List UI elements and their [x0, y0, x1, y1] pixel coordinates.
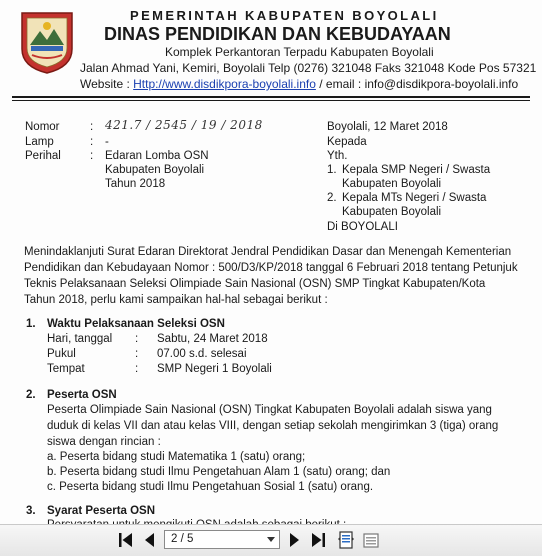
boyolali-coat-of-arms-logo	[18, 9, 76, 75]
page-select[interactable]	[164, 530, 280, 549]
section-2-number: 2.	[26, 389, 36, 401]
perihal-label: Perihal	[25, 150, 61, 162]
viewer-toolbar	[0, 524, 542, 556]
perihal-line: Edaran Lomba OSN	[105, 150, 209, 162]
next-page-icon[interactable]	[288, 531, 300, 549]
schedule-label: Hari, tanggal	[47, 333, 113, 345]
nomor-label: Nomor	[25, 121, 60, 133]
nomor-value: 421.7 / 2545 / 19 / 2018	[105, 118, 263, 132]
section-2-line: duduk di kelas VII dan atau kelas VIII, dengan setiap sekolah mengirimkan 3 (tiga) orang	[47, 420, 499, 432]
website-label: Website :	[80, 77, 134, 91]
perihal-line: Kabupaten Boyolali	[105, 164, 205, 176]
schedule-colon: :	[135, 333, 139, 345]
schedule-label: Tempat	[47, 363, 85, 375]
fit-width-icon[interactable]	[362, 530, 380, 550]
schedule-label: Pukul	[47, 348, 76, 360]
letter-date: Boyolali, 12 Maret 2018	[327, 121, 448, 133]
intro-line: Teknis Pelaksanaan Seleksi Olimpiade Sain Nasional (OSN) SMP Tingkat Kabupaten/Kota	[24, 278, 486, 290]
recipient-place: Di BOYOLALI	[327, 221, 398, 233]
participant-item: a. Peserta bidang studi Matematika 1 (satu) orang;	[47, 451, 306, 463]
page-select-value: 2 / 5	[171, 533, 194, 545]
intro-line: Menindaklanjuti Surat Edaran Direktorat Jendral Pendidikan Dasar dan Menengah Kementerian	[24, 246, 512, 258]
perihal-colon: :	[90, 150, 94, 162]
prev-page-icon[interactable]	[144, 531, 156, 549]
intro-line: Tahun 2018, perlu kami sampaikan hal-hal sebagai berikut :	[24, 294, 328, 306]
recipient-1-line-1: Kepala SMP Negeri / Swasta	[342, 164, 491, 176]
recipient-1-line-2: Kabupaten Boyolali	[342, 178, 442, 190]
schedule-value: Sabtu, 24 Maret 2018	[157, 333, 268, 345]
lamp-value: -	[105, 136, 109, 148]
yth-label: Yth.	[327, 150, 348, 162]
recipient-2-number: 2.	[327, 192, 337, 204]
letterhead-divider-thin	[12, 100, 530, 101]
contact-line	[80, 77, 518, 91]
section-2-line: Peserta Olimpiade Sain Nasional (OSN) Tingkat Kabupaten Boyolali adalah siswa yang	[47, 404, 492, 416]
schedule-value: SMP Negeri 1 Boyolali	[157, 363, 272, 375]
recipient-2-line-2: Kabupaten Boyolali	[342, 206, 442, 218]
website-link[interactable]: Http://www.disdikpora-boyolali.info	[133, 77, 316, 91]
section-1-title: Waktu Pelaksanaan Seleksi OSN	[47, 318, 225, 330]
section-2-title: Peserta OSN	[47, 389, 117, 401]
address-line-1: Komplek Perkantoran Terpadu Kabupaten Boyolali	[165, 45, 434, 59]
section-1-number: 1.	[26, 318, 36, 330]
schedule-value: 07.00 s.d. selesai	[157, 348, 247, 360]
section-3-title: Syarat Peserta OSN	[47, 505, 156, 517]
recipient-1-number: 1.	[327, 164, 337, 176]
chevron-down-icon	[267, 537, 275, 542]
email-text: / email : info@disdikpora-boyolali.info	[315, 77, 519, 91]
kepada-label: Kepada	[327, 136, 367, 148]
department-name: DINAS PENDIDIKAN DAN KEBUDAYAAN	[104, 24, 451, 44]
first-page-icon[interactable]	[118, 531, 134, 549]
lamp-colon: :	[90, 136, 94, 148]
participant-item: b. Peserta bidang studi Ilmu Pengetahuan Alam 1 (satu) orang; dan	[47, 466, 391, 478]
schedule-colon: :	[135, 348, 139, 360]
recipient-2-line-1: Kepala MTs Negeri / Swasta	[342, 192, 487, 204]
participant-item: c. Peserta bidang studi Ilmu Pengetahuan Sosial 1 (satu) orang.	[47, 481, 374, 493]
perihal-line: Tahun 2018	[105, 178, 166, 190]
nomor-colon: :	[90, 121, 94, 133]
schedule-colon: :	[135, 363, 139, 375]
government-name: PEMERINTAH KABUPATEN BOYOLALI	[130, 8, 439, 23]
last-page-icon[interactable]	[310, 531, 326, 549]
lamp-label: Lamp	[25, 136, 54, 148]
section-3-number: 3.	[26, 505, 36, 517]
fit-page-icon[interactable]	[337, 530, 355, 550]
address-line-2: Jalan Ahmad Yani, Kemiri, Boyolali Telp (0276) 321048 Faks 321048 Kode Pos 57321	[80, 61, 537, 75]
intro-line: Pendidikan dan Kebudayaan Nomor : 500/D3/KP/2018 tanggal 6 Februari 2018 tentang Petunjuk	[24, 262, 518, 274]
section-2-line: siswa dengan rincian :	[47, 436, 161, 448]
letterhead-divider-thick	[12, 96, 530, 98]
